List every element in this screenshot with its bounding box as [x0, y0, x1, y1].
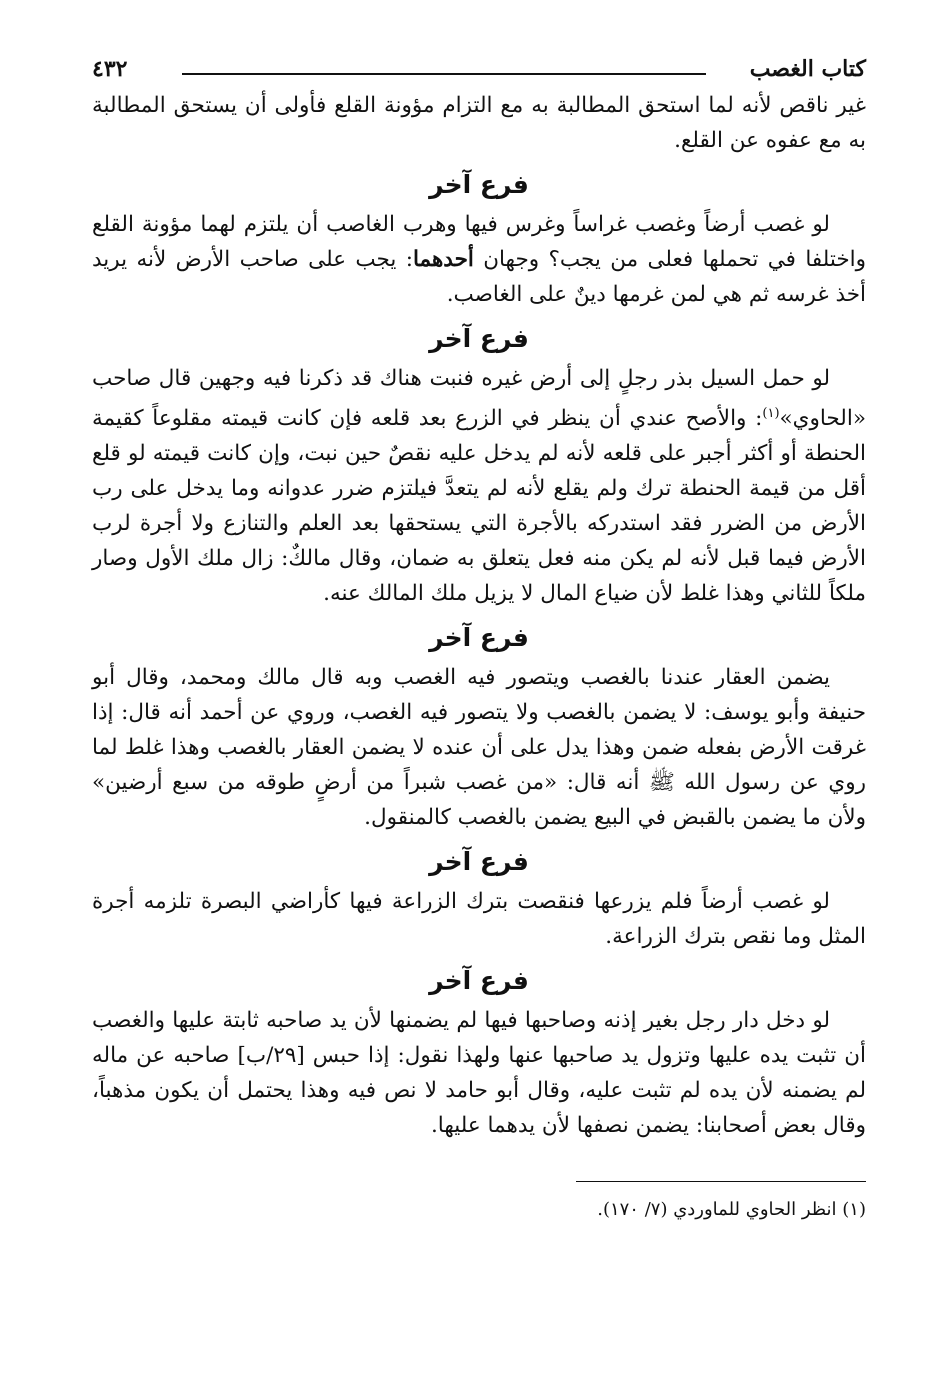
section-paragraph [92, 207, 866, 312]
section-paragraph [92, 361, 866, 611]
paragraph-text: : يجب على صاحب الأرض لأنه يريد أخذ غرسه ثم هي لمن غرمها دينٌ على الغاصب. [92, 247, 866, 307]
footnote-marker[interactable]: (١) [762, 406, 780, 421]
page-header [92, 48, 866, 88]
intro-paragraph: غير ناقص لأنه لما استحق المطالبة به مع التزام مؤونة القلع فأولى أن يستحق المطالبة به مع عفوه عن القلع. [92, 93, 866, 153]
paragraph-text: : والأصح عندي أن ينظر في الزرع بعد قلعه فإن كانت قيمته مقلوعاً كقيمة الحنطة أو أكثر أجبر على قلعه لأنه لم يدخل عليه نقصٌ حين نبت، وإن كانت قيمته لو قلع أقل من قيمة الحنطة ترك ولم يقلع لأنه لم يتعدَّ فيلتزم ضرر عدوانه وما يدخل على رب الأرض من الضرر فقد استدركه بالأجرة التي يستحقها بعد العلم والتنازع ولا أجرة لرب الأرض فيما قبل لأنه لم يكن منه فعل يتعلق به ضمان، وقال مالكٌ: زال ملك الأول وصار ملكاً للثاني وهذا غلط لأن ضياع المال لا يزيل ملك المالك عنه. [92, 406, 866, 607]
section-heading: فرع آخر [429, 623, 529, 653]
header-rule [182, 73, 706, 75]
footnote: (١) انظر الحاوي للماوردي (٧/ ١٧٠). [597, 1199, 866, 1221]
section-heading: فرع آخر [429, 324, 529, 353]
footnote-separator [576, 1181, 866, 1182]
paragraph-text: لو غصب أرضاً وغصب غراساً وغرس فيها وهرب الغاصب أن يلتزم لهما مؤونة القلع واختلفا في تحملها فعلى من يجب؟ وجهان [92, 212, 866, 272]
page-number: ٤٣٢ [92, 56, 128, 82]
paragraph-text: لو غصب أرضاً فلم يزرعها فنقصت بترك الزراعة فيها كأراضي البصرة تلزمه أجرة المثل وما نقص بترك الزراعة. [92, 889, 866, 950]
section-heading: فرع آخر [429, 170, 529, 199]
running-title: كتاب الغصب [749, 56, 866, 82]
bold-term: أحدهما [412, 247, 474, 272]
section-paragraph [92, 1003, 866, 1143]
section-heading: فرع آخر [429, 847, 529, 877]
section-paragraph [92, 660, 866, 835]
paragraph-text: لو حمل السيل بذر رجلٍ إلى أرض غيره فنبت هناك قد ذكرنا فيه وجهين قال صاحب «الحاوي» [92, 366, 866, 432]
section-paragraph [92, 884, 866, 954]
book-page [92, 48, 866, 1348]
paragraph-text: لو دخل دار رجل بغير إذنه وصاحبها فيها لم يضمنها لأن يد صاحبه ثابتة عليها والغصب أن تثبت يده عليها وتزول يد صاحبها عنها ولهذا نقول: إذا حبس [٢٩/ب] صاحبه عن ماله لم يضمنه لأن يده لم تثبت عليه، وقال أبو حامد لا نص فيه وهذا يحتمل أن يكون مذهباً، وقال بعض أصحابنا: يضمن نصفها لأن يدهما عليها. [92, 1008, 866, 1139]
section-heading: فرع آخر [429, 966, 529, 996]
paragraph-text: يضمن العقار عندنا بالغصب ويتصور فيه الغصب وبه قال مالك ومحمد، وقال أبو حنيفة وأبو يوسف: لا يضمن بالغصب ولا يتصور فيه الغصب، وروي عن أحمد أنه قال: إذا غرقت الأرض بفعله ضمن وهذا يدل على أن عنده لا يضمن العقار بالغصب وهذا غلط لما روي عن رسول الله ﷺ أنه قال: «من غصب شبراً من أرضٍ طوقه من سبع أرضين» ولأن ما يضمن بالقبض في البيع يضمن بالغصب كالمنقول. [92, 665, 866, 831]
